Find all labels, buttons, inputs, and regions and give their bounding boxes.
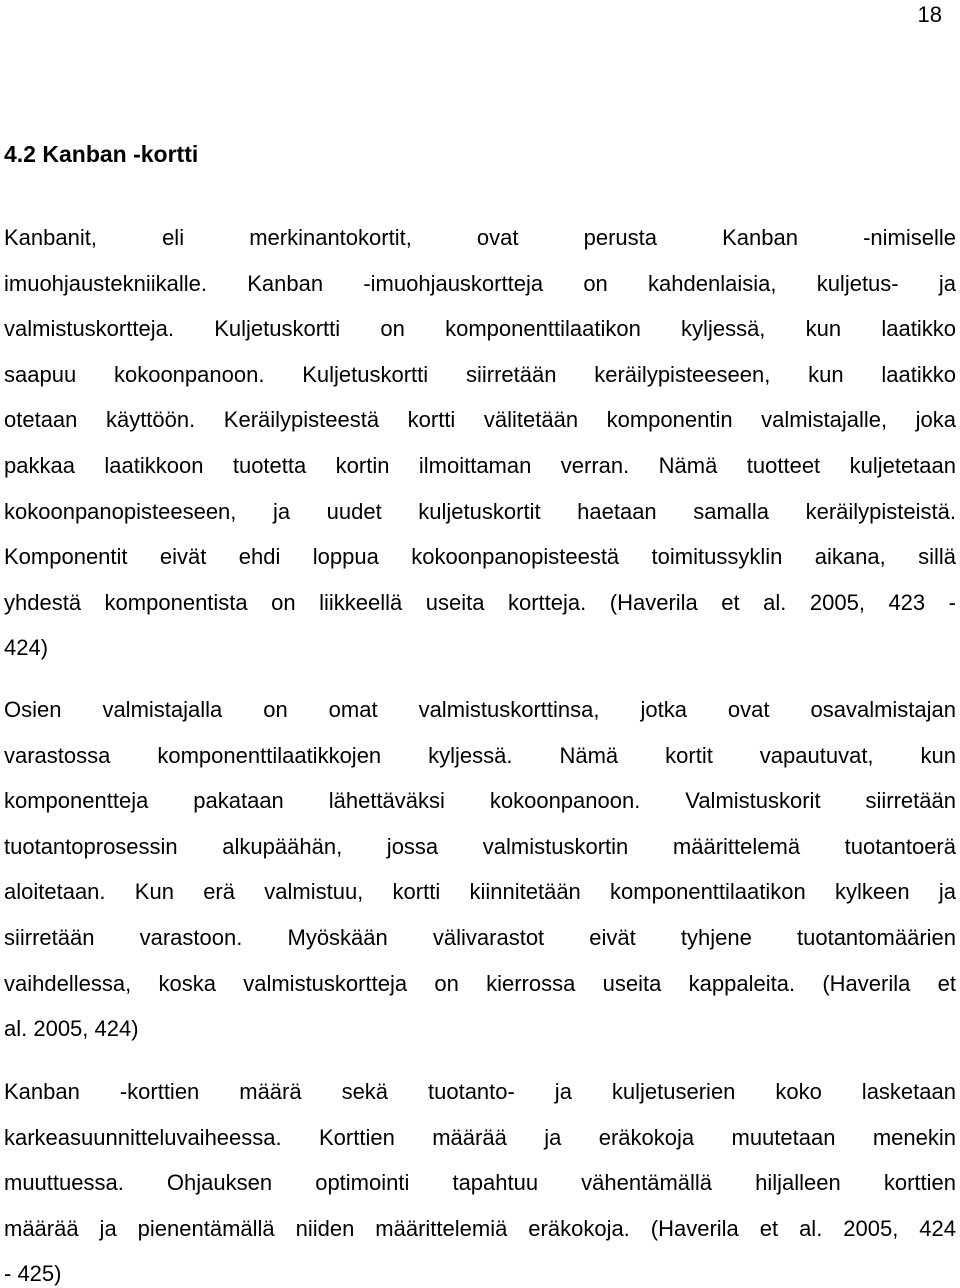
paragraph-line: kokoonpanopisteeseen, ja uudet kuljetuskortit haetaan samalla keräilypisteistä. <box>4 498 956 524</box>
paragraph-line: tuotantoprosessin alkupäähän, jossa valmistuskortin määrittelemä tuotantoerä <box>4 833 956 859</box>
paragraph-line: Kanbanit, eli merkinantokortit, ovat perusta Kanban -nimiselle <box>4 225 956 250</box>
paragraph-line: määrää ja pienentämällä niiden määrittelemiä eräkokoja. (Haverila et al. 2005, 424 <box>4 1215 956 1241</box>
paragraph-line: imuohjaustekniikalle. Kanban -imuohjauskortteja on kahdenlaisia, kuljetus- ja <box>4 270 956 296</box>
paragraph-line: - 425) <box>4 1261 62 1287</box>
paragraph-line: siirretään varastoon. Myöskään välivarastot eivät tyhjene tuotantomäärien <box>4 925 956 950</box>
paragraph-line: aloitetaan. Kun erä valmistuu, kortti kiinnitetään komponenttilaatikon kylkeen ja <box>4 879 956 905</box>
paragraph-line: yhdestä komponentista on liikkeellä useita kortteja. (Haverila et al. 2005, 423 - <box>4 589 956 615</box>
paragraph-line: karkeasuunnitteluvaiheessa. Korttien määrää ja eräkokoja muutetaan menekin <box>4 1124 956 1150</box>
paragraph-line: saapuu kokoonpanoon. Kuljetuskortti siirretään keräilypisteeseen, kun laatikko <box>4 361 956 387</box>
paragraph-line: varastossa komponenttilaatikkojen kyljessä. Nämä kortit vapautuvat, kun <box>4 742 956 768</box>
paragraph-line: al. 2005, 424) <box>4 1016 139 1042</box>
paragraph-line: komponentteja pakataan lähettäväksi kokoonpanoon. Valmistuskorit siirretään <box>4 788 956 814</box>
paragraph-line: otetaan käyttöön. Keräilypisteestä kortti välitetään komponentin valmistajalle, joka <box>4 407 956 433</box>
paragraph-line: muuttuessa. Ohjauksen optimointi tapahtuu vähentämällä hiljalleen korttien <box>4 1170 956 1196</box>
paragraph-line: valmistuskortteja. Kuljetuskortti on komponenttilaatikon kyljessä, kun laatikko <box>4 316 956 342</box>
paragraph-line: pakkaa laatikkoon tuotetta kortin ilmoittaman verran. Nämä tuotteet kuljetetaan <box>4 453 956 478</box>
paragraph-line: Osien valmistajalla on omat valmistuskorttinsa, jotka ovat osavalmistajan <box>4 697 956 722</box>
page-number: 18 <box>917 2 942 27</box>
section-heading: 4.2 Kanban -kortti <box>4 141 199 167</box>
paragraph-line: Komponentit eivät ehdi loppua kokoonpanopisteestä toimitussyklin aikana, sillä <box>4 544 956 570</box>
paragraph-line: 424) <box>4 635 49 661</box>
paragraph-line: Kanban -korttien määrä sekä tuotanto- ja kuljetuserien koko lasketaan <box>4 1079 956 1104</box>
paragraph-line: vaihdellessa, koska valmistuskortteja on kierrossa useita kappaleita. (Haverila et <box>4 970 956 996</box>
